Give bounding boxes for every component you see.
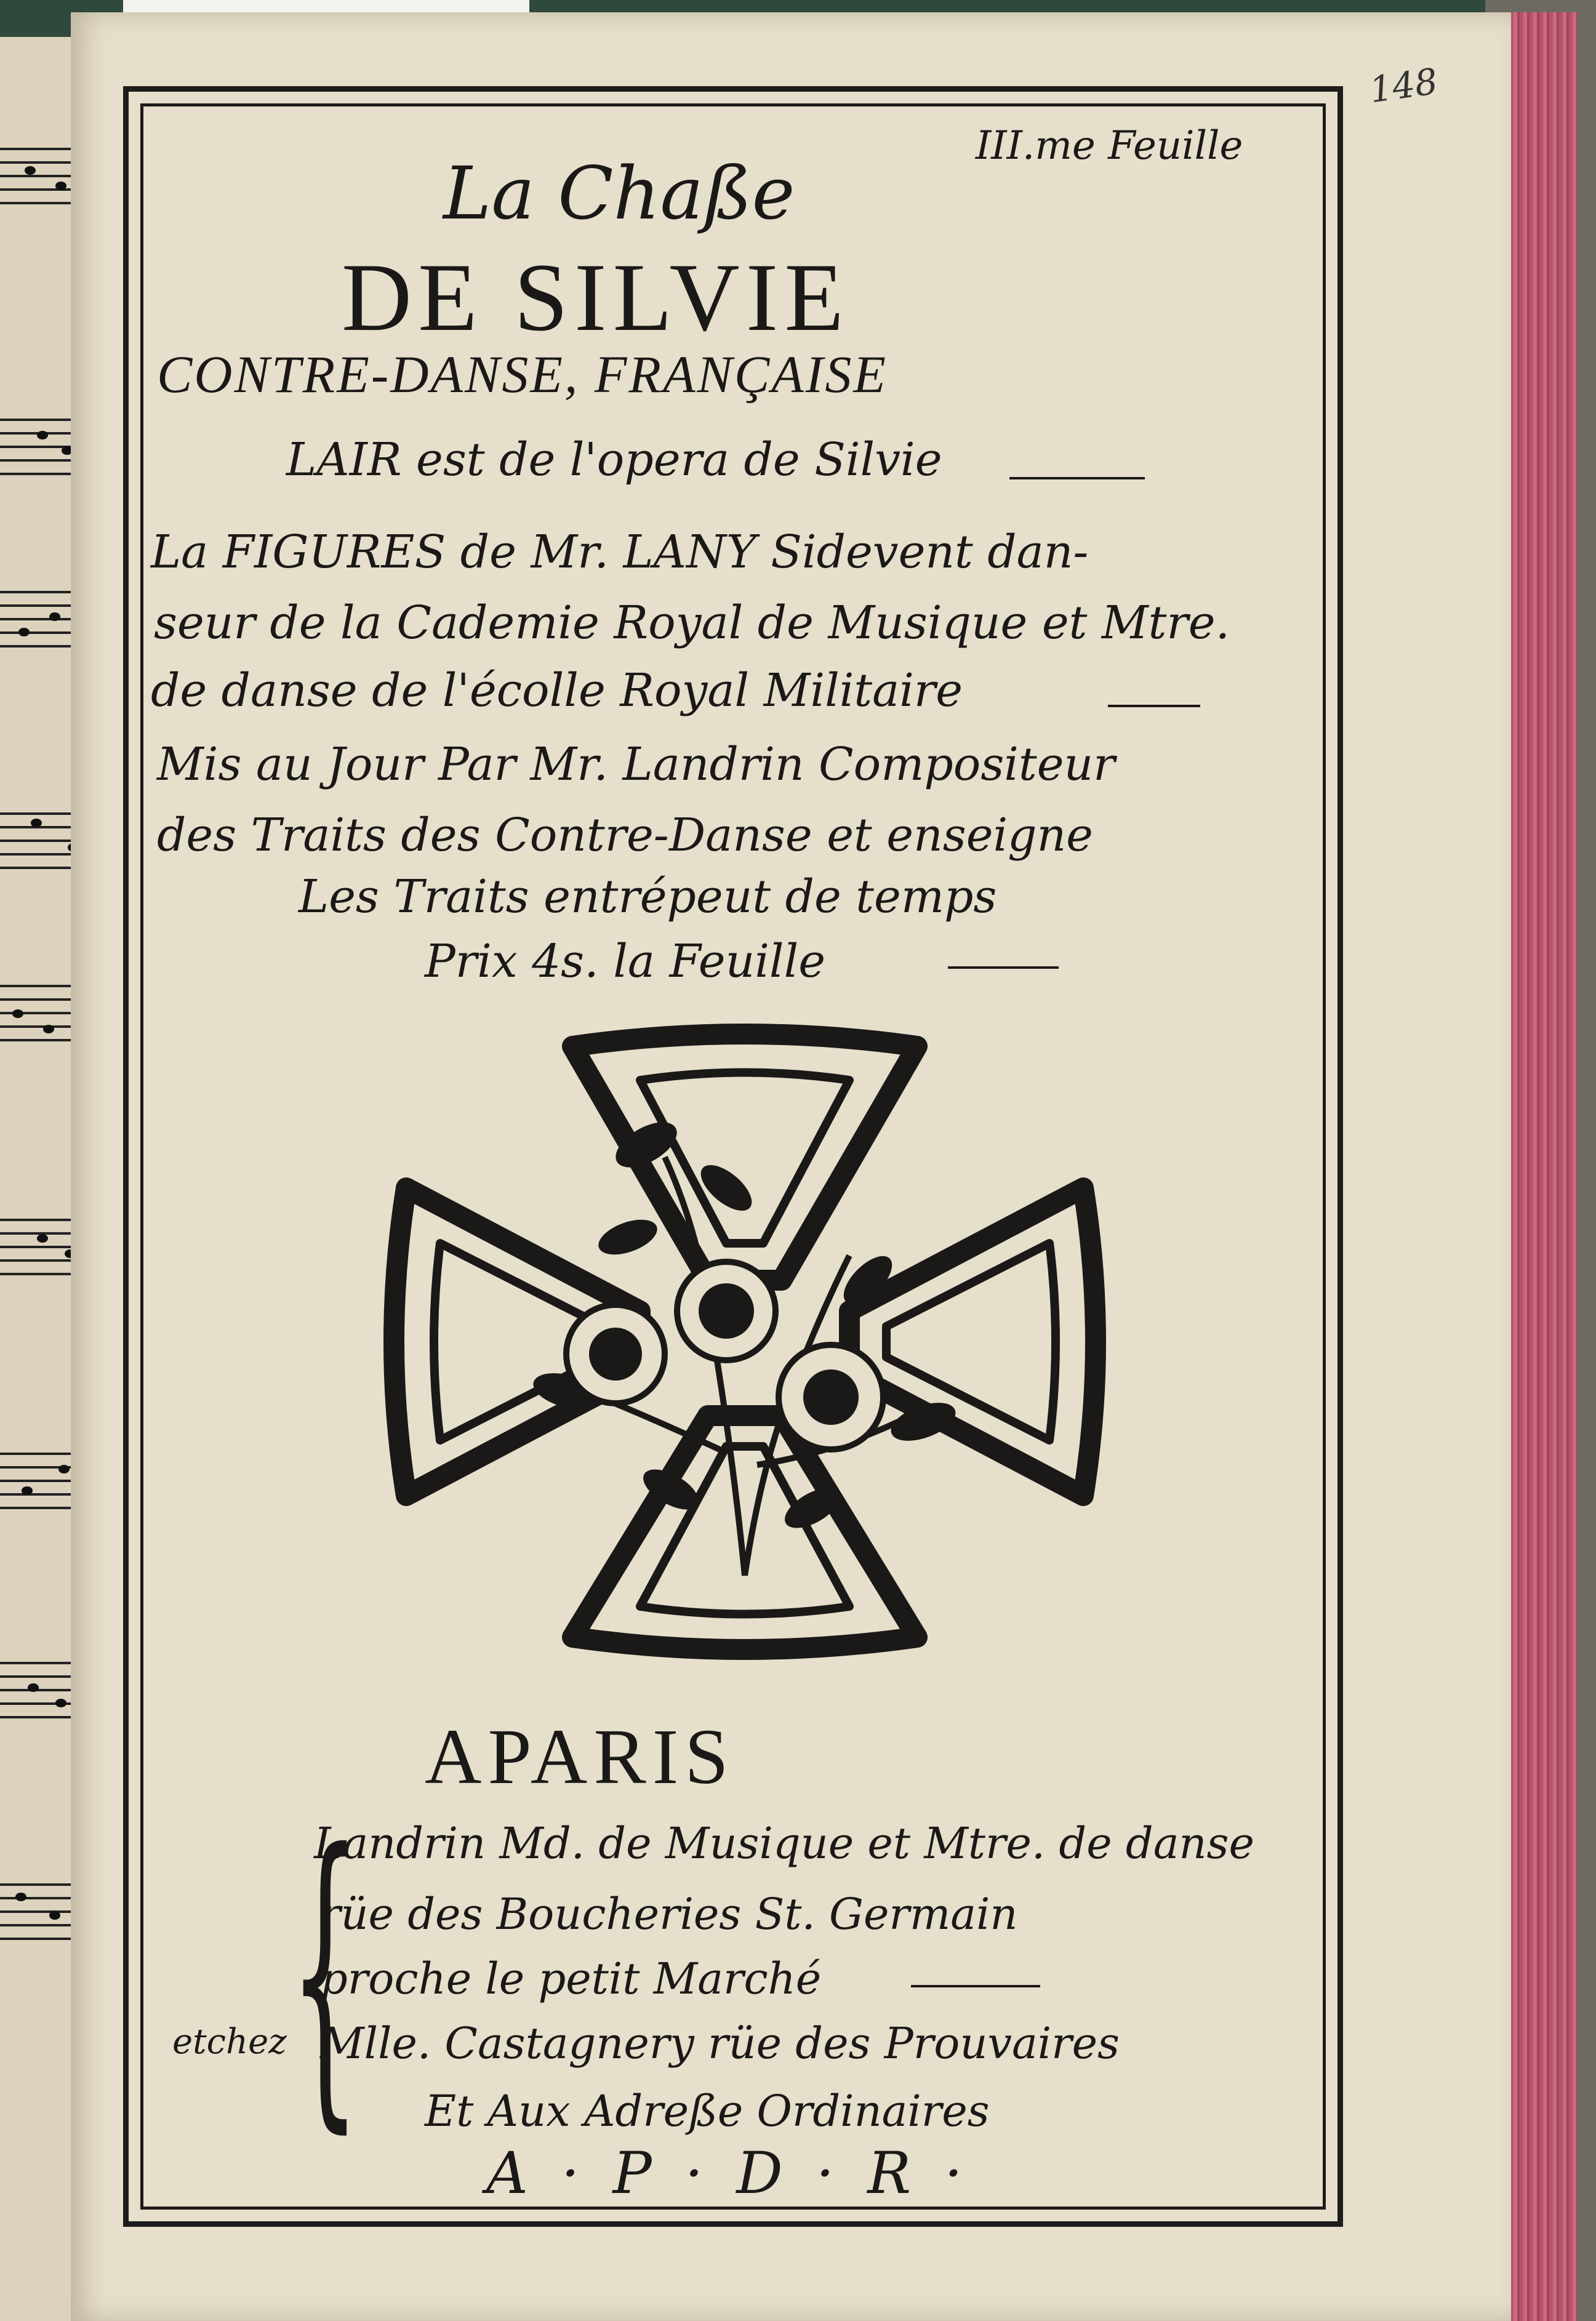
body-line: Mis au Jour Par Mr. Landrin Compositeur bbox=[157, 738, 1115, 791]
body-line: Prix 4s. la Feuille bbox=[425, 935, 826, 988]
imprint-line: Mlle. Castagnery rüe des Prouvaires bbox=[320, 2018, 1120, 2069]
line-dash bbox=[1108, 705, 1200, 707]
cross-pattee-with-roses-icon bbox=[382, 1022, 1108, 1662]
title-line-1: La Chaße bbox=[443, 151, 795, 236]
imprint-line: proche le petit Marché bbox=[320, 1954, 822, 2004]
page-number: 148 bbox=[1366, 60, 1440, 111]
book-page-edge bbox=[1508, 12, 1578, 2321]
body-line: des Traits des Contre-Danse et enseigne bbox=[157, 809, 1093, 862]
imprint-line: Landrin Md. de Musique et Mtre. de danse bbox=[314, 1818, 1254, 1869]
line-dash bbox=[911, 1985, 1040, 1987]
title-line-3: CONTRE-DANSE, FRANÇAISE bbox=[157, 345, 888, 404]
title-line-2: DE SILVIE bbox=[342, 244, 850, 351]
body-line: La FIGURES de Mr. LANY Sidevent dan- bbox=[151, 526, 1089, 579]
imprint-city: APARIS bbox=[425, 1713, 735, 1800]
imprint-side-label: etchez bbox=[172, 2022, 287, 2062]
brace-glyph: { bbox=[289, 1786, 361, 2159]
body-line: Les Traits entrépeut de temps bbox=[299, 870, 997, 923]
imprint-line: rüe des Boucheries St. Germain bbox=[320, 1889, 1018, 1939]
line-dash bbox=[1009, 477, 1145, 479]
imprint-line: Et Aux Adreße Ordinaires bbox=[425, 2086, 990, 2136]
privilege-mark: A · P · D · R · bbox=[486, 2140, 970, 2207]
body-line: LAIR est de l'opera de Silvie bbox=[286, 433, 942, 486]
line-dash bbox=[948, 966, 1059, 969]
body-line: seur de la Cademie Royal de Musique et Mtre. bbox=[154, 596, 1230, 649]
sheet-label: III.me Feuille bbox=[976, 123, 1243, 169]
body-line: de danse de l'écolle Royal Militaire bbox=[151, 664, 963, 717]
